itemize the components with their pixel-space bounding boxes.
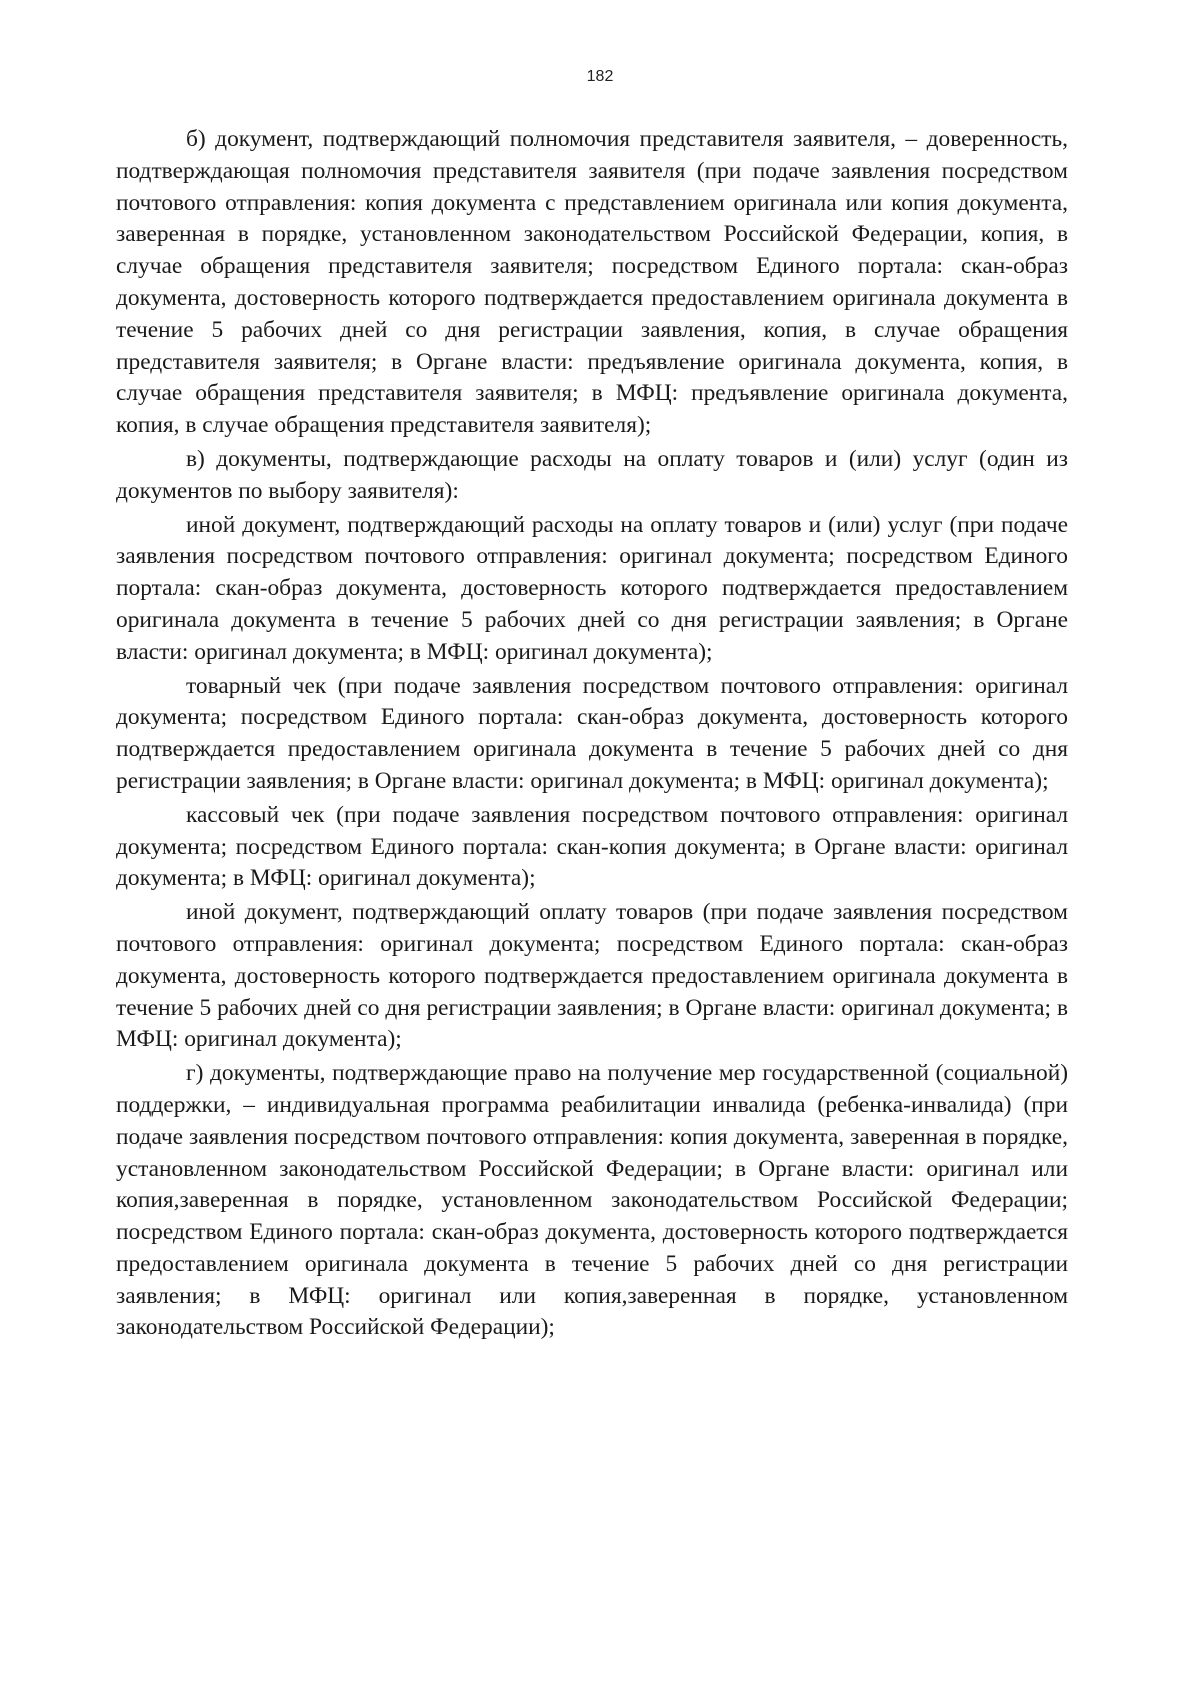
document-body xyxy=(116,124,1068,1346)
paragraph-b-power-of-attorney: б) документ, подтверждающий полномочия представителя заявителя, – доверенность, подтверждающая полномочия представителя заявителя (при подаче заявления посредством почтового отправления: копия документа с представлением оригинала или копия документа, заверенная в порядке, установленном законодательством Российской Федерации, копия, в случае обращения представителя заявителя; посредством Единого портала: скан-образ документа, достоверность которого подтверждается предоставлением оригинала документа в течение 5 рабочих дней со дня регистрации заявления, копия, в случае обращения представителя заявителя; в Органе власти: предъявление оригинала документа, копия, в случае обращения представителя заявителя; в МФЦ: предъявление оригинала документа, копия, в случае обращения представителя заявителя); xyxy=(116,126,1068,439)
paragraph-v-expense-documents: в) документы, подтверждающие расходы на оплату товаров и (или) услуг (один из документов по выбору заявителя): xyxy=(116,445,1068,504)
paragraph-cash-receipt: кассовый чек (при подаче заявления посредством почтового отправления: оригинал документа; посредством Единого портала: скан-копия документа; в Органе власти: оригинал документа; в МФЦ: оригинал документа); xyxy=(116,801,1068,892)
paragraph-other-payment-document: иной документ, подтверждающий оплату товаров (при подаче заявления посредством почтового отправления: оригинал документа; посредством Единого портала: скан-образ документа, достоверность которого подтверждается предоставлением оригинала документа в течение 5 рабочих дней со дня регистрации заявления; в Органе власти: оригинал документа; в МФЦ: оригинал документа); xyxy=(116,899,1068,1053)
page-number: 182 xyxy=(586,68,614,85)
paragraph-sales-receipt: товарный чек (при подаче заявления посредством почтового отправления: оригинал документа; посредством Единого портала: скан-образ документа, достоверность которого подтверждается предоставлением оригинала документа в течение 5 рабочих дней со дня регистрации заявления; в Органе власти: оригинал документа; в МФЦ: оригинал документа); xyxy=(116,672,1068,794)
paragraph-g-rehabilitation-program: г) документы, подтверждающие право на получение мер государственной (социальной) поддержки, – индивидуальная программа реабилитации инвалида (ребенка-инвалида) (при подаче заявления посредством почтового отправления: копия документа, заверенная в порядке, установленном законодательством Российской Федерации; в Органе власти: оригинал или копия,заверенная в порядке, установленном законодательством Российской Федерации; посредством Единого портала: скан-образ документа, достоверность которого подтверждается предоставлением оригинала документа в течение 5 рабочих дней со дня регистрации заявления; в МФЦ: оригинал или копия,заверенная в порядке, установленном законодательством Российской Федерации); xyxy=(116,1060,1068,1341)
paragraph-other-expense-document: иной документ, подтверждающий расходы на оплату товаров и (или) услуг (при подаче заявления посредством почтового отправления: оригинал документа; посредством Единого портала: скан-образ документа, достоверность которого подтверждается предоставлением оригинала документа в течение 5 рабочих дней со дня регистрации заявления; в Органе власти: оригинал документа; в МФЦ: оригинал документа); xyxy=(116,511,1068,665)
